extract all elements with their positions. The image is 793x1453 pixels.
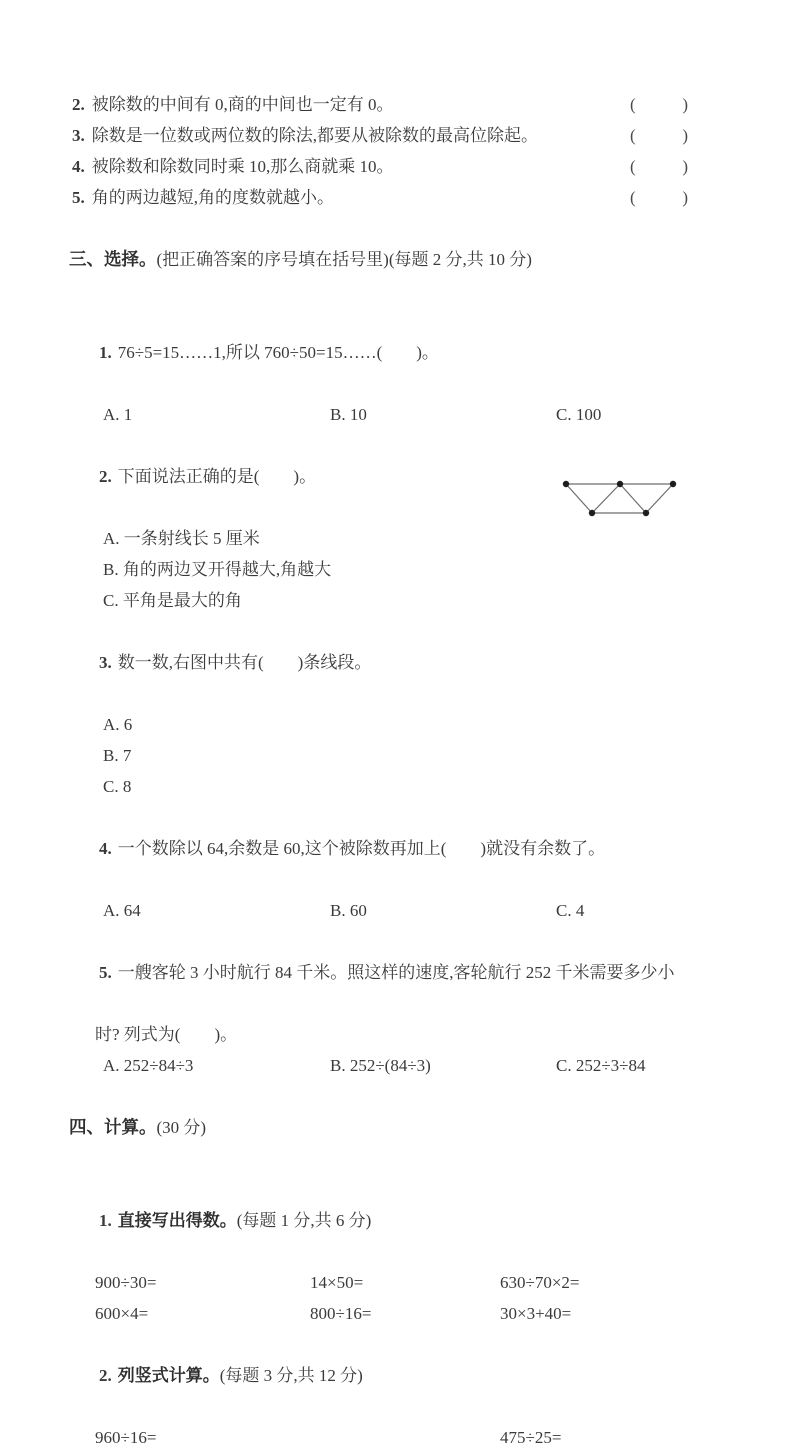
judge-item-text: 角的两边越短,角的度数就越小。 xyxy=(91,188,334,207)
choice-question-1-options xyxy=(0,399,793,430)
option-c: C. 平角是最大的角 xyxy=(103,591,242,610)
sub-number: 1. xyxy=(99,1211,112,1230)
answer-bracket xyxy=(630,89,688,120)
sub-title: 直接写出得数。 xyxy=(117,1211,237,1230)
bracket-open: ( xyxy=(630,157,636,176)
mental-calc-row-2 xyxy=(0,1298,793,1329)
judge-item xyxy=(0,89,793,120)
calc-expression: 14×50= xyxy=(310,1273,364,1292)
calc-expression: 600×4= xyxy=(95,1304,149,1323)
choice-section-header xyxy=(0,213,793,306)
option-b: B. 60 xyxy=(330,901,367,920)
answer-bracket xyxy=(630,182,688,213)
calc-sub2-header xyxy=(0,1329,793,1422)
calc-expression: 800÷16= xyxy=(310,1304,372,1323)
sub-note: (每题 3 分,共 12 分) xyxy=(219,1366,363,1385)
question-stem: 数一数,右图中共有( )条线段。 xyxy=(117,653,372,672)
choice-question-3 xyxy=(0,616,793,709)
question-stem: 一个数除以 64,余数是 60,这个被除数再加上( )就没有余数了。 xyxy=(117,839,606,858)
option-b: B. 7 xyxy=(103,746,132,765)
judge-item xyxy=(0,182,793,213)
answer-bracket xyxy=(630,120,688,151)
bracket-open: ( xyxy=(630,126,636,145)
option-c: C. 4 xyxy=(556,901,585,920)
section-title: 四、计算。 xyxy=(69,1117,157,1137)
judge-item-number: 5. xyxy=(72,188,85,207)
judge-item-number: 4. xyxy=(72,157,85,176)
option-b: B. 角的两边叉开得越大,角越大 xyxy=(103,560,332,579)
question-number: 4. xyxy=(99,839,112,858)
option-c: C. 252÷3÷84 xyxy=(556,1056,646,1075)
calc-expression: 475÷25= xyxy=(500,1428,562,1447)
calc-expression: 900÷30= xyxy=(95,1273,157,1292)
judge-item xyxy=(0,151,793,182)
bracket-close: ) xyxy=(682,126,688,145)
calc-expression: 630÷70×2= xyxy=(500,1273,580,1292)
option-a: A. 6 xyxy=(103,715,133,734)
calc-section-header xyxy=(0,1081,793,1174)
section-title: 三、选择。 xyxy=(69,249,157,269)
answer-bracket xyxy=(630,151,688,182)
judge-item-text: 除数是一位数或两位数的除法,都要从被除数的最高位除起。 xyxy=(91,126,538,145)
mental-calc-row-1 xyxy=(0,1267,793,1298)
bracket-close: ) xyxy=(682,188,688,207)
question-stem: 下面说法正确的是( )。 xyxy=(117,467,317,486)
choice-question-4 xyxy=(0,802,793,895)
option-b: B. 252÷(84÷3) xyxy=(330,1056,431,1075)
choice-question-5-options xyxy=(0,1050,793,1081)
question-stem-line1: 一艘客轮 3 小时航行 84 千米。照这样的速度,客轮航行 252 千米需要多少小 xyxy=(117,963,675,982)
judge-item xyxy=(0,120,793,151)
sub-note: (每题 1 分,共 6 分) xyxy=(236,1211,372,1230)
bracket-open: ( xyxy=(630,95,636,114)
option-a: A. 252÷84÷3 xyxy=(103,1056,194,1075)
calc-sub1-header xyxy=(0,1174,793,1267)
question-stem-line2: 时? 列式为( )。 xyxy=(95,1025,238,1044)
bracket-close: ) xyxy=(682,95,688,114)
calc-expression: 30×3+40= xyxy=(500,1304,572,1323)
section-note: (把正确答案的序号填在括号里)(每题 2 分,共 10 分) xyxy=(156,250,532,269)
option-c: C. 8 xyxy=(103,777,132,796)
option-a: A. 一条射线长 5 厘米 xyxy=(103,529,260,548)
choice-question-5 xyxy=(0,926,793,1019)
judge-item-number: 2. xyxy=(72,95,85,114)
section-note: (30 分) xyxy=(156,1118,207,1137)
sub-title: 列竖式计算。 xyxy=(117,1366,220,1385)
question-stem: 76÷5=15……1,所以 760÷50=15……( )。 xyxy=(117,343,439,362)
option-b: B. 10 xyxy=(330,405,367,424)
calc-expression: 960÷16= xyxy=(95,1428,157,1447)
option-c: C. 100 xyxy=(556,405,602,424)
option-a: A. 64 xyxy=(103,901,141,920)
judge-item-text: 被除数的中间有 0,商的中间也一定有 0。 xyxy=(91,95,394,114)
choice-question-4-options xyxy=(0,895,793,926)
choice-question-1 xyxy=(0,306,793,399)
question-number: 3. xyxy=(99,653,112,672)
judge-item-number: 3. xyxy=(72,126,85,145)
vertical-calc-row xyxy=(0,1422,793,1453)
bracket-open: ( xyxy=(630,188,636,207)
question-number: 1. xyxy=(99,343,112,362)
option-a: A. 1 xyxy=(103,405,133,424)
segments-figure xyxy=(553,470,686,527)
question-number: 2. xyxy=(99,467,112,486)
sub-number: 2. xyxy=(99,1366,112,1385)
bracket-close: ) xyxy=(682,157,688,176)
judge-item-text: 被除数和除数同时乘 10,那么商就乘 10。 xyxy=(91,157,394,176)
question-number: 5. xyxy=(99,963,112,982)
